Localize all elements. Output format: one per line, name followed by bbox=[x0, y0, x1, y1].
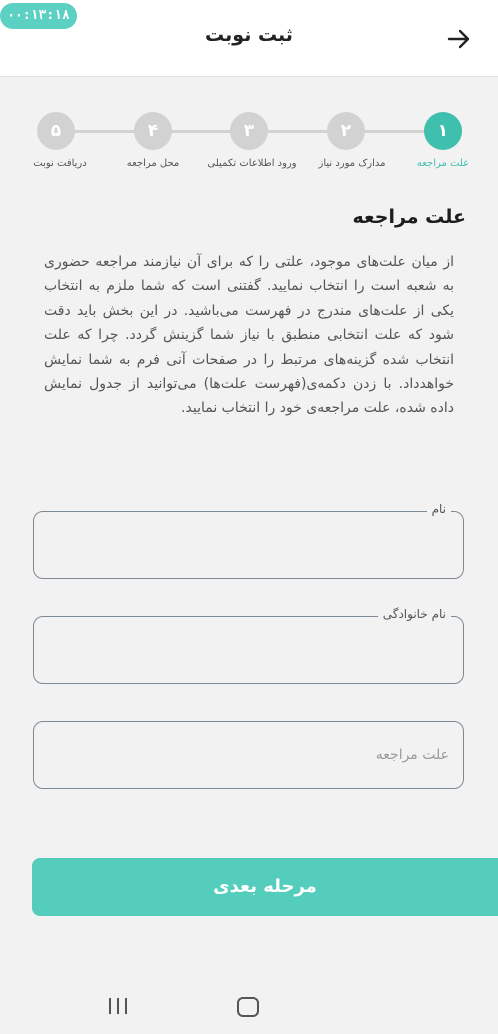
step-2[interactable]: ۲ bbox=[327, 112, 365, 150]
back-button[interactable] bbox=[446, 26, 472, 52]
step-1[interactable]: ۱ bbox=[424, 112, 462, 150]
first-name-field bbox=[33, 502, 464, 579]
section-title: علت مراجعه bbox=[352, 206, 466, 228]
step-connector bbox=[75, 130, 137, 133]
step-4-label: محل مراجعه bbox=[126, 158, 180, 169]
step-3-label: ورود اطلاعات تکمیلی bbox=[207, 158, 297, 169]
step-connector bbox=[268, 130, 330, 133]
home-icon[interactable] bbox=[237, 997, 259, 1017]
first-name-input[interactable] bbox=[46, 520, 451, 570]
arrow-right-icon bbox=[446, 26, 472, 52]
reason-input[interactable] bbox=[46, 730, 451, 780]
last-name-input[interactable] bbox=[46, 625, 451, 675]
section-description: از میان علت‌های موجود، علتی را که برای آن نیازمند مراجعه حضوری به شعبه است را انتخاب نمایید. گفتنی است که شما ملزم به انتخاب یکی از علت‌های مندرج در فهرست می‌باشید. در این بخش باید دقت شود که علت انتخابی منطبق با نیاز شما گزینش گردد. چرا که علت انتخاب شده گزینه‌های مرتبط را در صفحات آنی فرم به شما نمایش خواهدداد. با زدن دکمه‌ی(فهرست علت‌ها) می‌توانید از جدول نمایش داده شده، علت مراجعه‌ی خود را انتخاب نمایید. bbox=[44, 254, 454, 417]
step-3[interactable]: ۳ bbox=[230, 112, 268, 150]
step-5[interactable]: ۵ bbox=[37, 112, 75, 150]
step-2-label: مدارک مورد نیاز bbox=[318, 158, 386, 169]
step-5-label: دریافت نوبت bbox=[33, 158, 87, 169]
page-title: ثبت نوبت bbox=[205, 24, 293, 46]
recent-apps-icon[interactable] bbox=[108, 998, 128, 1014]
app-header bbox=[0, 0, 498, 77]
next-step-button[interactable]: مرحله بعدی bbox=[32, 858, 498, 916]
step-connector bbox=[365, 130, 427, 133]
first-name-label: نام bbox=[427, 502, 451, 516]
last-name-label: نام خانوادگی bbox=[378, 607, 451, 621]
system-nav-bar bbox=[0, 974, 498, 1034]
step-connector bbox=[171, 130, 233, 133]
last-name-field bbox=[33, 607, 464, 684]
step-4[interactable]: ۴ bbox=[134, 112, 172, 150]
reason-field bbox=[33, 721, 464, 789]
timer-badge: ۰۰:۱۳:۱۸ bbox=[0, 3, 77, 29]
step-1-label: علت مراجعه bbox=[416, 158, 470, 169]
progress-stepper bbox=[0, 110, 498, 180]
